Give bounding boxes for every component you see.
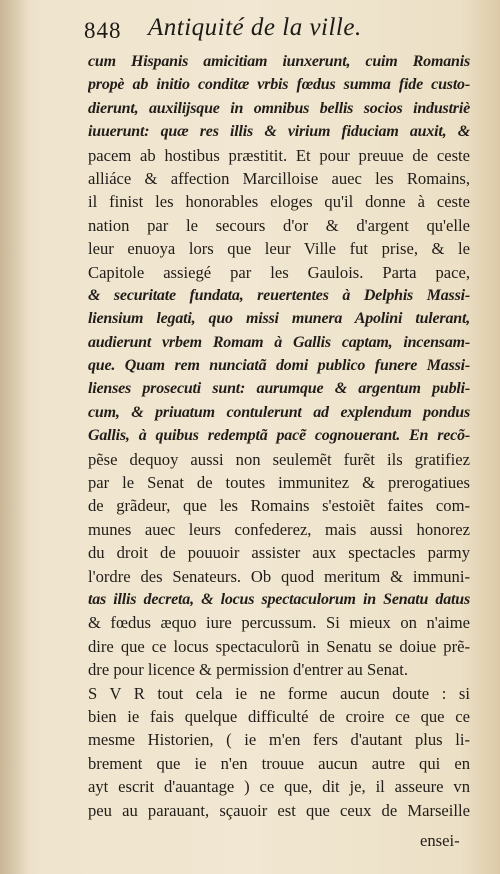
text-line: audierunt vrbem Romam à Gallis captam, incensam-: [88, 333, 470, 351]
text-line: Capitole assiegé par les Gaulois. Parta pace,: [88, 262, 470, 282]
text-line: & fœdus æquo iure percussum. Si mieux on n'aime: [88, 613, 470, 633]
text-line: liensium legati, quo missi munera Apolini tulerant,: [88, 310, 470, 328]
text-line: dierunt, auxilijsque in omnibus bellis socios industriè: [88, 99, 470, 117]
text-line: cum Hispanis amicitiam iunxerunt, cuim Romanis: [88, 53, 470, 70]
text-line: dre pour licence & permission d'entrer au Senat.: [88, 660, 409, 680]
body-text: [88, 50, 470, 822]
text-line: cum, & priuatum contulerunt ad explendum pondus: [88, 403, 470, 421]
text-line: bien ie fais quelque difficulté de croire ce que ce: [88, 706, 470, 726]
text-line: dire que ce locus spectaculorũ in Senatu se doiue prẽ-: [88, 636, 470, 656]
text-line: Gallis, à quibus redemptã pacẽ cognouerant. En recõ-: [88, 427, 470, 445]
gutter-shadow: [0, 0, 28, 874]
text-line: mesme Historien, ( ie m'en fers d'autant plus li-: [88, 730, 470, 750]
catchword: ensei-: [420, 831, 460, 850]
text-line: S V R tout cela ie ne forme aucun doute : si: [88, 683, 470, 703]
text-line: l'ordre des Senateurs. Ob quod meritum & immuni-: [88, 566, 470, 586]
text-line: nation par le secours d'or & d'argent qu'elle: [88, 215, 470, 235]
text-line: pacem ab hostibus præstitit. Et pour preuue de ceste: [88, 145, 470, 165]
page-number: 848: [84, 18, 122, 43]
text-line: peu au parauant, sçauoir est que ceux de Marseille: [88, 800, 470, 820]
page-header: [84, 14, 464, 48]
text-line: il finist les honorables eloges qu'il donne à ceste: [88, 192, 470, 212]
text-line: munes auec leurs confederez, mais aussi honorez: [88, 519, 470, 539]
text-line: pẽse dequoy aussi non seulemẽt furẽt ils gratifiez: [88, 449, 470, 469]
text-line: que. Quam rem nunciatã domi publico funere Massi-: [88, 357, 470, 375]
text-line: de grãdeur, que les Romains s'estoiẽt faites com-: [88, 496, 470, 516]
text-line: iuuerunt: quæ res illis & virium fiduciam auxit, &: [88, 123, 470, 141]
text-line: brement que ie n'en trouue aucun autre qui en: [88, 753, 470, 773]
text-line: leur enuoya lors que leur Ville fut prise, & le: [88, 239, 470, 259]
text-line: tas illis decreta, & locus spectaculorum in Senatu datus: [88, 590, 470, 608]
text-line: du droit de pouuoir assister aux spectacles parmy: [88, 543, 470, 563]
running-head: Antiquité de la ville.: [148, 14, 362, 41]
text-line: lienses prosecuti sunt: aurumque & argentum publi-: [88, 380, 470, 398]
text-line: propè ab initio conditæ vrbis fœdus summa fide custo-: [88, 76, 470, 94]
text-line: ayt escrit d'auantage ) ce que, dit je, il asseure vn: [88, 777, 470, 797]
text-line: par le Senat de toutes immunitez & prerogatiues: [88, 473, 470, 493]
text-line: alliáce & affection Marcilloise auec les Romains,: [88, 168, 470, 188]
text-line: & securitate fundata, reuertentes à Delphis Massi-: [88, 286, 470, 304]
